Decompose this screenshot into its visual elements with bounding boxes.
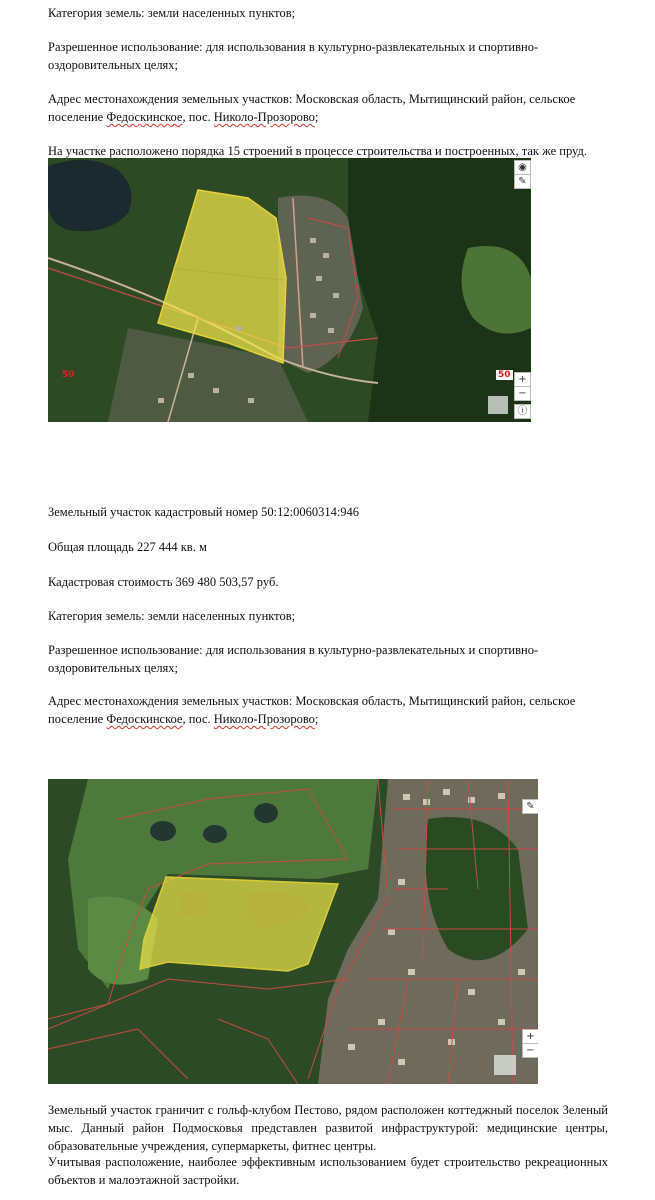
land-plot-overlay-2[interactable] xyxy=(140,877,338,971)
map-1-layers-icon[interactable]: ◉ xyxy=(514,160,531,175)
cadastral-value: Кадастровая стоимость 369 480 503,57 руб. xyxy=(48,575,279,589)
total-area: Общая площадь 227 444 кв. м xyxy=(48,540,207,554)
address-1-mid: , пос. xyxy=(182,110,214,124)
pond-icon xyxy=(150,821,176,841)
satellite-map-2[interactable] xyxy=(48,779,538,1084)
address-1-settlement: Федоскинское xyxy=(106,110,183,124)
map-2-zoom-in-button[interactable]: + xyxy=(522,1029,538,1044)
map-1-info-icon[interactable]: ⓘ xyxy=(514,404,531,419)
map-1-zoom-out-button[interactable]: − xyxy=(514,386,531,401)
address-2-village: Николо-Прозорово xyxy=(213,712,315,726)
permitted-use-2: Разрешенное использование: для использования в культурно-развлекательных и спортивно-оздоровительных целях; xyxy=(48,643,539,675)
address-2-mid: , пос. xyxy=(182,712,214,726)
address-1-prefix: Адрес местонахождения земельных участков: Московская область, Мытищинский район, сельское поселение xyxy=(48,92,576,124)
map-1-imagery xyxy=(48,158,531,422)
address-2 xyxy=(48,692,608,728)
map-2-ruler-icon[interactable]: ✎ xyxy=(522,799,538,814)
satellite-map-1[interactable] xyxy=(48,158,531,422)
land-category-2: Категория земель: земли населенных пунктов; xyxy=(48,609,296,623)
surroundings-paragraph: Земельный участок граничит с гольф-клубом Пестово, рядом расположен коттеджный поселок Зеленый мыс. Данный район Подмосковья представлен развитой инфраструктурой: медицинские центры, образовательные учреждения, супермаркеты, фитнес центры. xyxy=(48,1103,608,1153)
map-2-zoom-out-button[interactable]: − xyxy=(522,1043,538,1058)
address-2-prefix: Адрес местонахождения земельных участков: Московская область, Мытищинский район, сельское поселение xyxy=(48,694,576,726)
map-1-zoom-in-button[interactable]: + xyxy=(514,372,531,387)
address-2-suffix: ; xyxy=(314,712,319,726)
map-1-ruler-icon[interactable]: ✎ xyxy=(514,174,531,189)
map-1-region-badge: 50 xyxy=(498,370,511,380)
address-1 xyxy=(48,90,608,126)
address-1-village: Николо-Прозорово xyxy=(213,110,315,124)
land-category-1: Категория земель: земли населенных пунктов; xyxy=(48,6,296,20)
address-2-settlement: Федоскинское xyxy=(106,712,183,726)
cadastral-number: Земельный участок кадастровый номер 50:12:0060314:946 xyxy=(48,505,360,519)
map-1-region-label: 50 xyxy=(62,370,75,380)
conclusion-paragraph: Учитывая расположение, наиболее эффективным использованием будет строительство рекреационных объектов и малоэтажной застройки. xyxy=(48,1155,608,1187)
address-1-suffix: ; xyxy=(314,110,319,124)
permitted-use-1: Разрешенное использование: для использования в культурно-развлекательных и спортивно-оздоровительных целях; xyxy=(48,40,539,72)
buildings-note: На участке расположено порядка 15 строений в процессе строительства и построенных, так же пруд. xyxy=(48,144,587,158)
map-2-imagery xyxy=(48,779,538,1084)
